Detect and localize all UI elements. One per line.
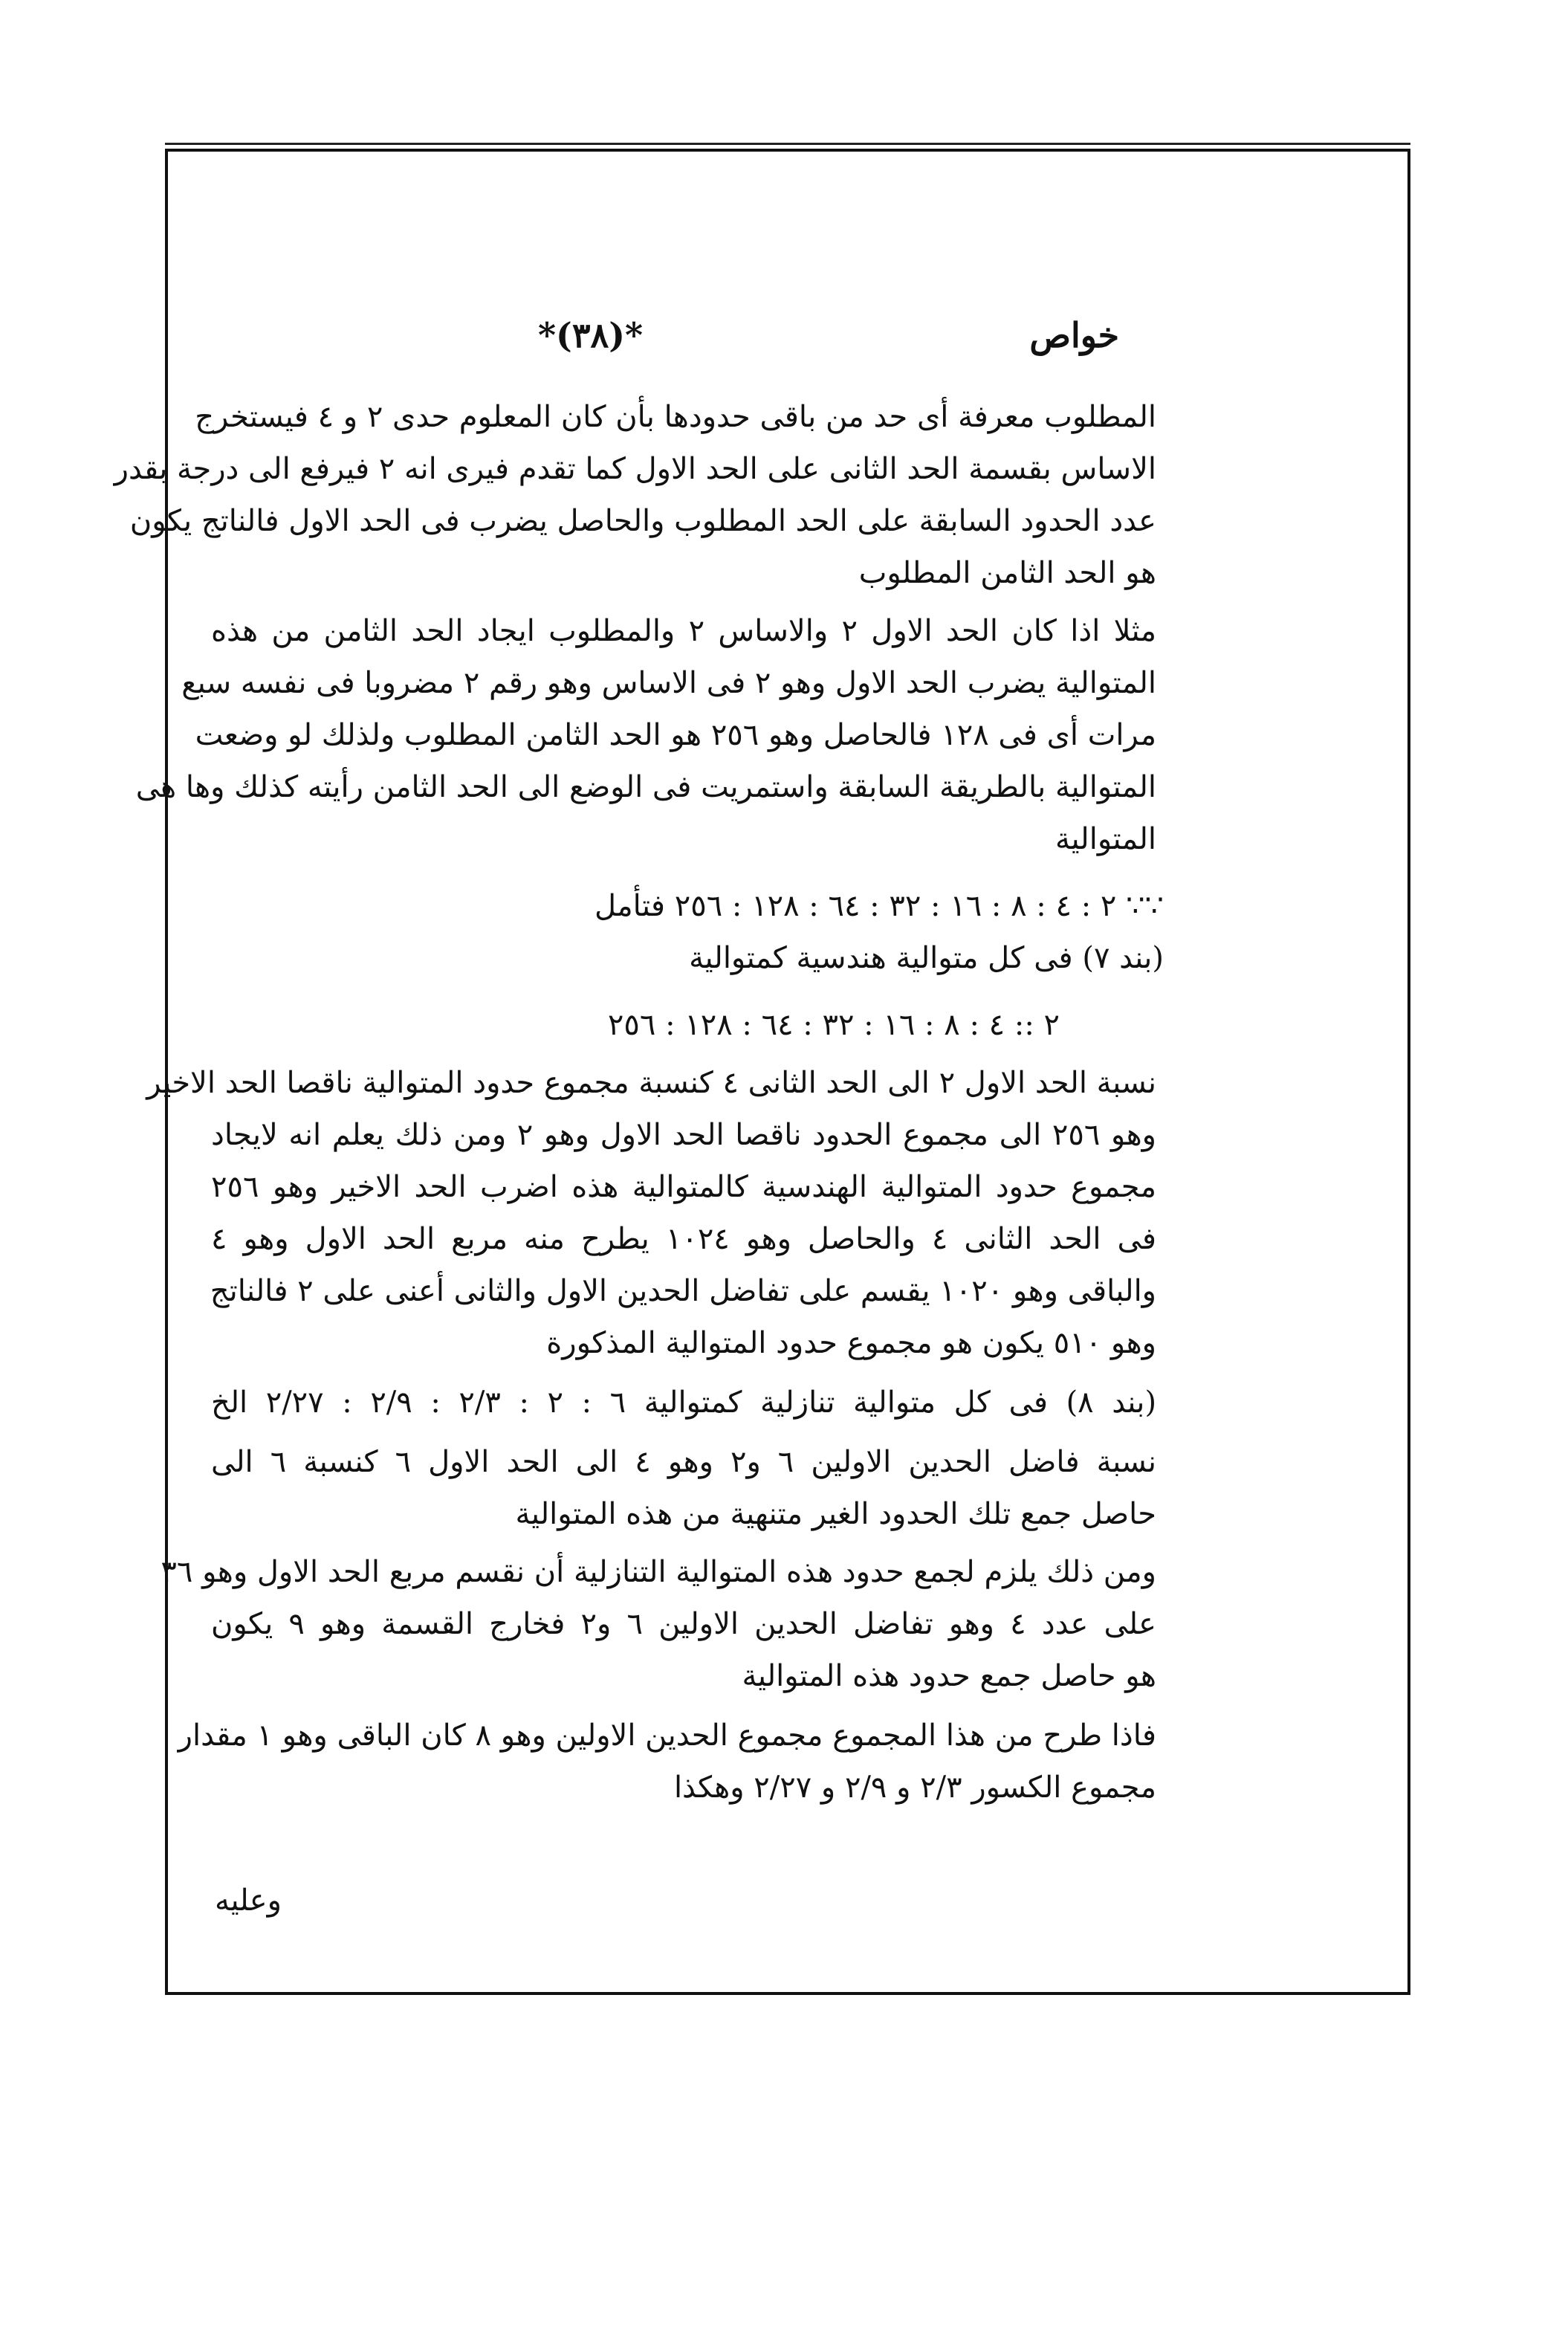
catchword: وعليه	[215, 1883, 282, 1918]
sequence-geometric	[211, 880, 1164, 932]
page-text	[114, 152, 1387, 1992]
text-line: المتوالية بالطريقة السابقة واستمريت فى الوضع الى الحد الثامن رأيته كذلك وها هى	[135, 770, 1156, 804]
sequence-text: ∵∵ ٢ : ٤ : ٨ : ١٦ : ٣٢ : ٦٤ : ١٢٨ : ٢٥٦ فتأمل	[594, 889, 1164, 923]
article-8-heading: (بند ٨) فى كل متوالية تنازلية كمتوالية ٦ : ٢ : ٢/٣ : ٢/٩ : ٢/٢٧ الخ	[211, 1385, 1157, 1420]
text-line: مرات أى فى ١٢٨ فالحاصل وهو ٢٥٦ هو الحد الثامن المطلوب ولذلك لو وضعت	[195, 718, 1156, 752]
page-header	[189, 315, 1387, 375]
text-line: المتوالية	[1055, 822, 1156, 856]
text-line: نسبة فاضل الحدين الاولين ٦ و٢ وهو ٤ الى الحد الاول ٦ كنسبة ٦ الى	[211, 1445, 1156, 1479]
text-line: المطلوب معرفة أى حد من باقى حدودها بأن كان المعلوم حدى ٢ و ٤ فيستخرج	[195, 400, 1156, 434]
text-line: والباقى وهو ١٠٢٠ يقسم على تفاضل الحدين الاول والثانى أعنى على ٢ فالناتج	[210, 1274, 1156, 1308]
sequence-geometric-2	[608, 999, 1060, 1051]
text-line: فاذا طرح من هذا المجموع مجموع الحدين الاولين وهو ٨ كان الباقى وهو ١ مقدار	[178, 1718, 1156, 1753]
article-7-heading: (بند ٧) فى كل متوالية هندسية كمتوالية	[689, 941, 1164, 975]
section-title: خواص	[1029, 315, 1119, 355]
page-number: *(٣٨)*	[538, 315, 644, 355]
text-line: مجموع الكسور ٢/٣ و ٢/٩ و ٢/٢٧ وهكذا	[673, 1770, 1156, 1805]
text-line: الاساس بقسمة الحد الثانى على الحد الاول كما تقدم فيرى انه ٢ فيرفع الى درجة بقدر	[114, 452, 1156, 486]
text-line: المتوالية يضرب الحد الاول وهو ٢ فى الاساس وهو رقم ٢ مضروبا فى نفسه سبع	[181, 666, 1156, 700]
page-frame	[114, 149, 1410, 1995]
text-line: هو الحد الثامن المطلوب	[858, 556, 1156, 590]
text-line: مجموع حدود المتوالية الهندسية كالمتوالية هذه اضرب الحد الاخير وهو ٢٥٦	[211, 1170, 1156, 1204]
text-line: هو حاصل جمع حدود هذه المتوالية	[742, 1659, 1156, 1693]
text-line: حاصل جمع تلك الحدود الغير متنهية من هذه المتوالية	[515, 1497, 1156, 1531]
text-line: وهو ٢٥٦ الى مجموع الحدود ناقصا الحد الاول وهو ٢ ومن ذلك يعلم انه لايجاد	[211, 1118, 1156, 1152]
text-line: مثلا اذا كان الحد الاول ٢ والاساس ٢ والمطلوب ايجاد الحد الثامن من هذه	[211, 614, 1156, 648]
text-line: ومن ذلك يلزم لجمع حدود هذه المتوالية التنازلية أن نقسم مربع الحد الاول وهو ٣٦	[161, 1555, 1156, 1589]
text-line: على عدد ٤ وهو تفاضل الحدين الاولين ٦ و٢ فخارج القسمة وهو ٩ يكون	[211, 1607, 1157, 1641]
text-line: وهو ٥١٠ يكون هو مجموع حدود المتوالية المذكورة	[546, 1326, 1156, 1360]
sequence-text: ٢ :: ٤ : ٨ : ١٦ : ٣٢ : ٦٤ : ١٢٨ : ٢٥٦	[607, 1008, 1060, 1042]
text-line: فى الحد الثانى ٤ والحاصل وهو ١٠٢٤ يطرح منه مربع الحد الاول وهو ٤	[211, 1222, 1156, 1256]
text-line: نسبة الحد الاول ٢ الى الحد الثانى ٤ كنسبة مجموع حدود المتوالية ناقصا الحد الاخير	[146, 1066, 1156, 1100]
text-line: عدد الحدود السابقة على الحد المطلوب والحاصل يضرب فى الحد الاول فالناتج يكون	[129, 504, 1156, 538]
